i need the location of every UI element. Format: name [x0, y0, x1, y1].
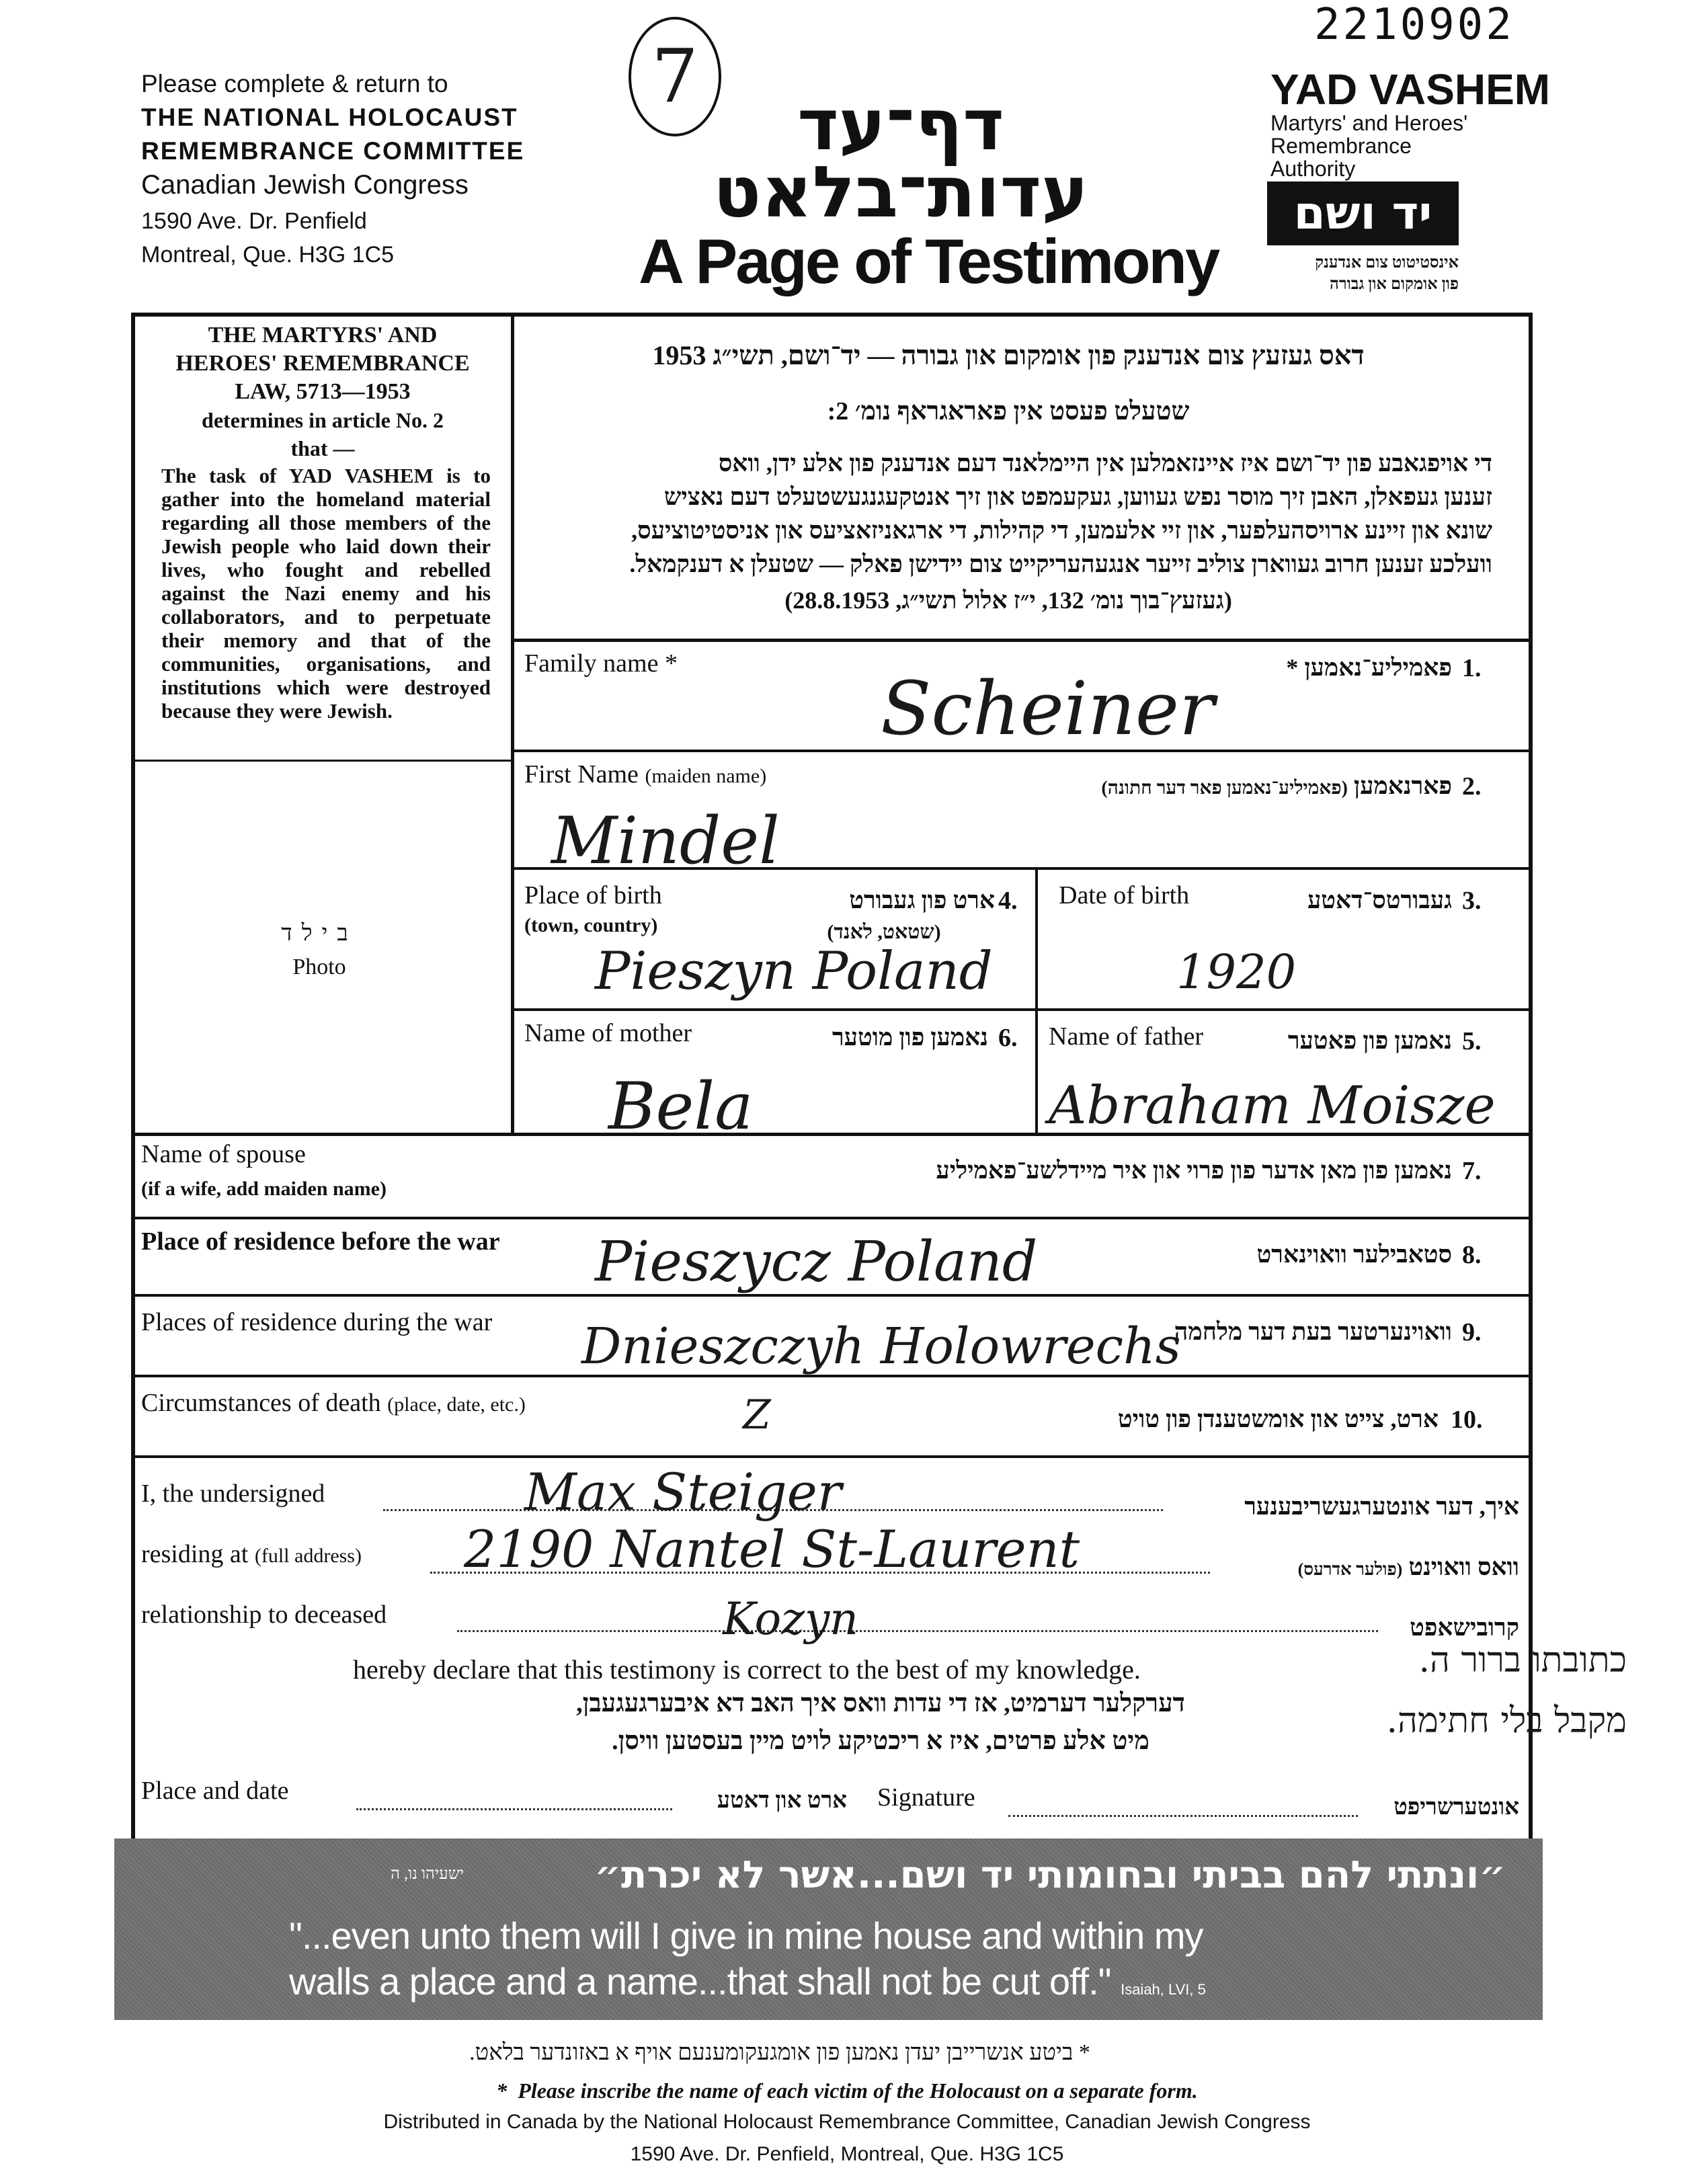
place-of-birth-value[interactable]: Pieszyn Poland [595, 941, 993, 1002]
residence-during-hebrew: וואוינערטער בעת דער מלחמה [1174, 1318, 1452, 1345]
law-body: The task of YAD VASHEM is to gather into the homeland material regarding all those members of the Jewish people who laid down their lives, who fought and rebelled against the Nazi enemy and his collaborators, and to perpetuate their memory and that of the communities, organisations, and institutions which were destroyed because they were Jewish. [161, 464, 491, 723]
serial-number: 2210902 [1314, 0, 1514, 50]
footer-asterisk-2: * [496, 2078, 518, 2103]
photo-label-hebrew: בילד [281, 921, 358, 946]
row-line-declaration [131, 1455, 1533, 1458]
first-name-number: 2. [1462, 772, 1482, 801]
title-hebrew-2: עדות־בלאט [713, 151, 1089, 233]
first-name-hebrew-text: פארנאמען [1353, 772, 1452, 799]
footer-asterisk-1: * [1073, 2040, 1090, 2065]
death-label-text: Circumstances of death [141, 1389, 381, 1417]
place-of-birth-hebrew-small: (שטאט, לאנד) [827, 921, 941, 943]
residence-during-label: Places of residence during the war [141, 1308, 493, 1336]
declare-hebrew-1: דערקלער דערמיט, אז די עדות וואס איך האב דא איבערגעגעבן, [576, 1689, 1185, 1717]
footer-hebrew-note [336, 2040, 1223, 2066]
yad-vashem-line-3: Authority [1270, 157, 1356, 181]
place-date-hebrew: ארט און דאטע [717, 1788, 847, 1813]
form-left-border [131, 313, 135, 1133]
form-right-border [1529, 313, 1533, 1855]
death-value[interactable]: Z [743, 1391, 771, 1439]
father-hebrew: נאמען פון פאטער [1287, 1027, 1452, 1054]
circled-number-text: 7 [651, 33, 698, 119]
declare-english: hereby declare that this testimony is correct to the best of my knowledge. [353, 1654, 1141, 1685]
family-name-label: Family name * [524, 649, 678, 678]
yad-vashem-logo [1267, 181, 1459, 245]
spouse-hebrew: נאמען פון מאן אדער פון פרוי און איר מיידלשע־פאמיליע [936, 1157, 1452, 1184]
row-line-1 [511, 639, 1533, 642]
banner-english-ref: Isaiah, LVI, 5 [1121, 1981, 1206, 1998]
relationship-line [457, 1630, 1378, 1632]
return-line-1: Please complete & return to [141, 70, 448, 97]
return-line-5: 1590 Ave. Dr. Penfield [141, 208, 367, 234]
family-name-value[interactable]: Scheiner [881, 665, 1215, 752]
residing-label [141, 1539, 362, 1569]
law-heading-1: THE MARTYRS' AND [208, 323, 438, 348]
yad-vashem-sub-1: אינסטיטוט צום אנדענק [1315, 254, 1459, 272]
first-name-label-small: (maiden name) [645, 765, 767, 787]
banner-hebrew: ״ונתתי להם בביתי ובחומותי יד ושם...אשר לא יכרת״ [594, 1853, 1506, 1897]
yad-vashem-sub-2: פון אומקום און גבורה [1330, 276, 1459, 293]
residing-hebrew-text: וואס וואוינט [1408, 1553, 1519, 1580]
residing-value[interactable]: 2190 Nantel St-Laurent [464, 1519, 1080, 1579]
date-of-birth-value[interactable]: 1920 [1176, 944, 1297, 1000]
residing-label-text: residing at [141, 1540, 249, 1568]
mother-label: Name of mother [524, 1019, 692, 1047]
law-hebrew-body-5: (געזעץ־בוך נומ׳ 132, י״ז אלול תשי״ג, 28.8.1953) [784, 587, 1232, 614]
residence-during-value[interactable]: Dnieszczyh Holowrechs [581, 1318, 1181, 1375]
photo-label-english: Photo [292, 955, 346, 979]
parents-divider [1035, 1008, 1038, 1133]
law-heading [141, 321, 504, 462]
law-hebrew-body-3: שונא און זיינע ארויסהעלפער, און זיי אלעמען, די קהילות, די ארגאניזאציעס און אניסטיטוציעס, [631, 517, 1492, 544]
residence-before-hebrew: סטאבילער וואוינארט [1256, 1241, 1452, 1268]
yad-vashem-name: YAD VASHEM [1270, 65, 1551, 114]
footer-hebrew-note-text: ביטע אנשרייבן יעדן נאמען פון אומגעקומענעם אויף א באזונדער בלאט. [469, 2040, 1074, 2065]
photo-divider [131, 760, 514, 762]
first-name-label [524, 760, 766, 789]
law-heading-3: LAW, 5713—1953 [235, 379, 411, 404]
law-hebrew-sub: שטעלט פעסט אין פאראגראף נומ׳ 2: [827, 397, 1190, 426]
footer-distributed-2: 1590 Ave. Dr. Penfield, Montreal, Que. H3G 1C5 [630, 2143, 1064, 2165]
undersigned-value[interactable]: Max Steiger [524, 1462, 842, 1522]
margin-note-2: מקבל בלי חתימה. [1386, 1701, 1627, 1741]
spouse-number: 7. [1462, 1157, 1482, 1185]
place-of-birth-label-small: (town, country) [524, 914, 658, 936]
first-name-hebrew-small: (פאמיליע־נאמען פאר דער חתונה) [1101, 778, 1348, 799]
place-date-label: Place and date [141, 1777, 289, 1805]
title-hebrew-1: דף־עד [797, 84, 1004, 166]
form-left-border-lower [131, 1133, 135, 1855]
relationship-hebrew: קרובישאפט [1410, 1614, 1519, 1641]
residing-hebrew-small: (פולער אדרעס) [1297, 1560, 1403, 1579]
date-of-birth-label: Date of birth [1059, 881, 1190, 909]
death-number: 10. [1451, 1406, 1483, 1434]
birth-divider [1035, 867, 1038, 1008]
yad-vashem-line-1: Martyrs' and Heroes' [1270, 111, 1468, 135]
title-english: A Page of Testimony [639, 226, 1219, 296]
residence-before-label: Place of residence before the war [141, 1227, 500, 1256]
death-label [141, 1388, 526, 1418]
return-line-2: THE NATIONAL HOLOCAUST [141, 104, 518, 131]
residence-during-number: 9. [1462, 1318, 1482, 1346]
relationship-value[interactable]: Kozyn [723, 1593, 858, 1645]
place-of-birth-number: 4. [998, 887, 1018, 915]
residence-before-value[interactable]: Pieszycz Poland [595, 1230, 1038, 1294]
date-of-birth-number: 3. [1462, 887, 1482, 915]
return-line-3: REMEMBRANCE COMMITTEE [141, 137, 525, 165]
first-name-value[interactable]: Mindel [551, 803, 780, 879]
banner-hebrew-ref: ישעיהו נו, ה [391, 1865, 464, 1883]
footer-distributed-1: Distributed in Canada by the National Holocaust Remembrance Committee, Canadian Jewish Congress [383, 2111, 1311, 2133]
residing-label-small: (full address) [254, 1545, 362, 1567]
mother-number: 6. [998, 1024, 1018, 1052]
signature-hebrew: אונטערשריפט [1393, 1795, 1519, 1820]
margin-note-1: כתובתו ברור ה. [1418, 1640, 1627, 1681]
return-to-block [141, 67, 524, 272]
form-top-border [131, 313, 1533, 317]
row-line-4 [511, 1008, 1533, 1011]
spouse-label: Name of spouse [141, 1140, 306, 1168]
mother-value[interactable]: Bela [608, 1069, 754, 1144]
place-date-line [356, 1808, 672, 1810]
banner-english-2 [289, 1959, 1206, 2003]
date-of-birth-hebrew: געבורטס־דאטע [1307, 887, 1452, 914]
relationship-label: relationship to deceased [141, 1601, 387, 1629]
return-line-4: Canadian Jewish Congress [141, 170, 469, 200]
law-hebrew-body-2: זענען געפאלן, האבן זיך מוסר נפש געווען, געקעמפט און זיך אנטקעגנגעשטעלט דעם נאציש [663, 483, 1492, 510]
family-name-hebrew: פאמיליע־נאמען * [1286, 654, 1452, 681]
law-hebrew-heading: דאס געזעץ צום אנדענק פון אומקום און גבורה — יד־ושם, תשי״ג 1953 [652, 340, 1365, 370]
yad-vashem-block [1270, 67, 1550, 180]
return-line-6: Montreal, Que. H3G 1C5 [141, 242, 395, 268]
death-hebrew: ארט, צייט און אומשטענדן פון טויט [1117, 1406, 1439, 1432]
row-line-before [131, 1217, 1533, 1219]
mother-hebrew: נאמען פון מוטער [832, 1024, 988, 1051]
yad-vashem-line-2: Remembrance [1270, 134, 1412, 158]
banner-english-2-text: walls a place and a name...that shall not be cut off." [289, 1960, 1111, 2003]
footer-english-note [269, 2078, 1425, 2103]
signature-line [1008, 1815, 1358, 1817]
first-name-label-text: First Name [524, 760, 639, 788]
signature-label: Signature [877, 1783, 975, 1812]
place-of-birth-hebrew: ארט פון געבורט [849, 887, 995, 914]
residence-before-number: 8. [1462, 1241, 1482, 1269]
declare-hebrew-2: מיט אלע פרטים, איז א ריכטיקע לויט מיין בעסטען וויסן. [612, 1727, 1149, 1755]
law-hebrew-body-1: די אויפגאבע פון יד־ושם איז איינזאמלען אין היימלאנד דעם אנדענק פון אלע ידן, וואס [718, 450, 1492, 477]
spouse-label-small: (if a wife, add maiden name) [141, 1178, 387, 1200]
row-line-during [131, 1294, 1533, 1297]
law-heading-5: that — [290, 436, 355, 460]
father-number: 5. [1462, 1027, 1482, 1055]
death-label-small: (place, date, etc.) [387, 1393, 526, 1416]
law-heading-2: HEROES' REMEMBRANCE [175, 351, 470, 376]
family-name-number: 1. [1462, 654, 1482, 682]
undersigned-hebrew: איך, דער אונטערגעשריבענער [1244, 1493, 1519, 1520]
law-hebrew-body-4: וועלכע זענען חרוב געווארן צוליב זייער אנגעהעריקייט צום יידישן פאלק — שטעלן א דענקמאל. [629, 551, 1492, 577]
first-name-hebrew [941, 772, 1452, 800]
quote-banner [114, 1838, 1543, 2020]
place-of-birth-label: Place of birth [524, 881, 662, 909]
undersigned-label: I, the undersigned [141, 1480, 325, 1508]
residing-hebrew [1210, 1553, 1519, 1581]
circled-number [629, 17, 721, 136]
law-heading-4: determines in article No. 2 [202, 408, 444, 432]
yad-vashem-logo-text: יד ושם [1293, 187, 1432, 240]
banner-english-1: "...even unto them will I give in mine house and within my [289, 1914, 1203, 1957]
father-label: Name of father [1049, 1022, 1203, 1051]
footer-english-note-text: Please inscribe the name of each victim of the Holocaust on a separate form. [518, 2078, 1198, 2103]
father-value[interactable]: Abraham Moisze [1049, 1076, 1496, 1136]
